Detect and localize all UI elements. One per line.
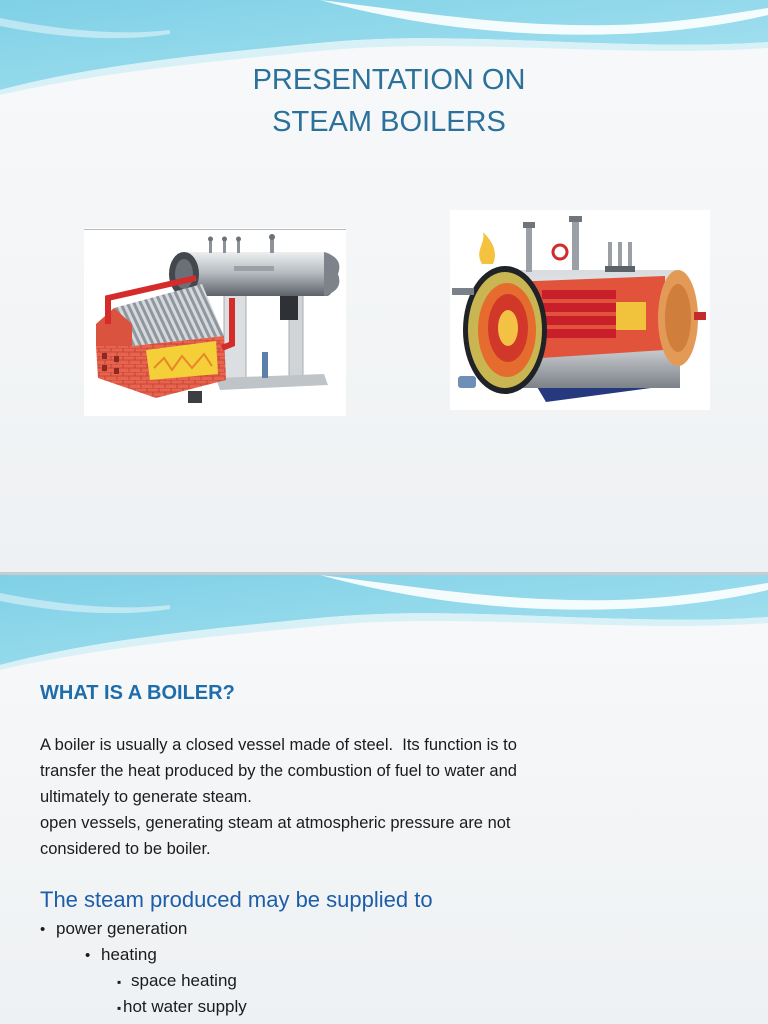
inlet-pipe [452,288,474,295]
boiler-front-cut-face [463,266,547,394]
list-item [0,994,700,1020]
paragraph-line: considered to be boiler. [40,840,211,858]
bullet-marker: • [40,921,46,938]
title-line-2: STEAM BOILERS [272,106,506,138]
paragraph-line: A boiler is usually a closed vessel made of steel. Its function is to [40,736,517,754]
list-item-text: space heating [131,971,237,990]
pump [458,376,476,388]
title-line-1: PRESENTATION ON [252,64,526,96]
list-item [0,916,700,942]
list-item-text: heating [101,945,157,964]
list-item [0,968,700,994]
paragraph-line: ultimately to generate steam. [40,788,252,806]
paragraph-line: open vessels, generating steam at atmospheric pressure are not [40,814,511,832]
paragraph-line: transfer the heat produced by the combustion of fuel to water and [40,762,517,780]
bullet-marker: ▪ [117,1001,122,1015]
slide-subheading: The steam produced may be supplied to [40,887,433,912]
list-item-text: hot water supply [123,997,247,1016]
boiler-brick-furnace-illustration [84,228,346,416]
wave-header-decoration [0,575,768,670]
slide-what-is-a-boiler [0,575,768,1024]
list-item [0,942,700,968]
boiler-cutaway-illustration [450,210,710,410]
feed-pump [262,352,268,378]
uses-bullet-list [0,916,700,1020]
bullet-marker: ▪ [117,975,122,989]
presentation-title [0,59,768,143]
fan-motor [188,391,202,403]
list-item-text: power generation [56,919,188,938]
definition-paragraph [40,732,740,862]
slide-heading: WHAT IS A BOILER? [40,682,235,704]
bullet-marker: • [85,947,91,964]
